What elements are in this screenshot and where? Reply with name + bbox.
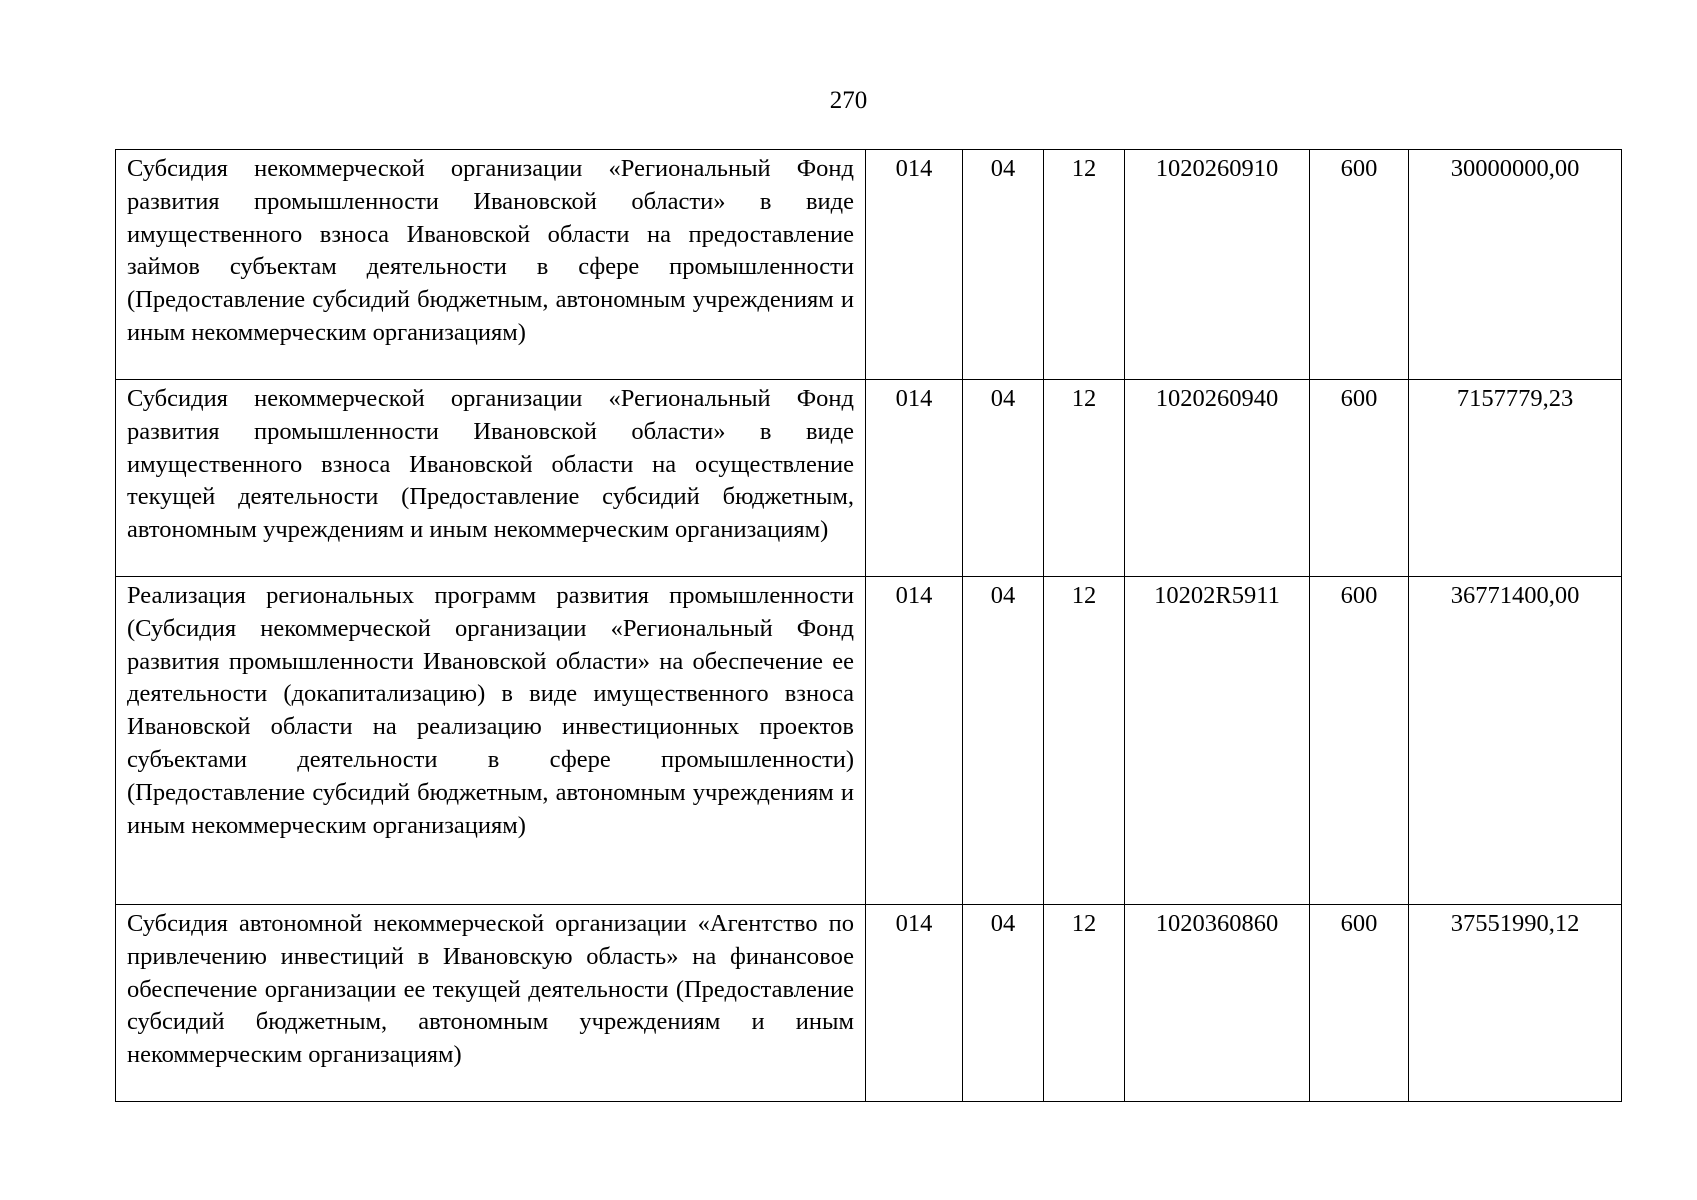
- subsection-code: 12: [1044, 150, 1125, 380]
- expense-type-code: 600: [1310, 905, 1409, 1102]
- section-code: 04: [963, 905, 1044, 1102]
- amount-value: 30000000,00: [1409, 150, 1622, 380]
- table-row: [116, 380, 1622, 577]
- expense-type-code: 600: [1310, 150, 1409, 380]
- table-row: [116, 150, 1622, 380]
- grbs-code: 014: [866, 380, 963, 577]
- expense-type-code: 600: [1310, 577, 1409, 905]
- table-row: [116, 905, 1622, 1102]
- section-code: 04: [963, 150, 1044, 380]
- grbs-code: 014: [866, 150, 963, 380]
- grbs-code: 014: [866, 577, 963, 905]
- expense-type-code: 600: [1310, 380, 1409, 577]
- row-description: Реализация региональных программ развития промышленности (Субсидия некоммерческой организации «Региональный Фонд развития промышленности Ивановской области» на обеспечение ее деятельности (докапитализацию) в виде имущественного взноса Ивановской области на реализацию инвестиционных проектов субъектами деятельности в сфере промышленности) (Предоставление субсидий бюджетным, автономным учреждениям и иным некоммерческим организациям): [116, 577, 866, 905]
- subsection-code: 12: [1044, 380, 1125, 577]
- amount-value: 36771400,00: [1409, 577, 1622, 905]
- page-number: 270: [829, 87, 868, 114]
- row-description: Субсидия некоммерческой организации «Региональный Фонд развития промышленности Ивановской области» в виде имущественного взноса Ивановской области на предоставление займов субъектам деятельности в сфере промышленности (Предоставление субсидий бюджетным, автономным учреждениям и иным некоммерческим организациям): [116, 150, 866, 380]
- target-article-code: 1020260940: [1125, 380, 1310, 577]
- row-description: Субсидия автономной некоммерческой организации «Агентство по привлечению инвестиций в Ивановскую область» на финансовое обеспечение организации ее текущей деятельности (Предоставление субсидий бюджетным, автономным учреждениям и иным некоммерческим организациям): [116, 905, 866, 1102]
- target-article-code: 10202R5911: [1125, 577, 1310, 905]
- amount-value: 37551990,12: [1409, 905, 1622, 1102]
- subsection-code: 12: [1044, 577, 1125, 905]
- row-description: Субсидия некоммерческой организации «Региональный Фонд развития промышленности Ивановской области» в виде имущественного взноса Ивановской области на осуществление текущей деятельности (Предоставление субсидий бюджетным, автономным учреждениям и иным некоммерческим организациям): [116, 380, 866, 577]
- target-article-code: 1020360860: [1125, 905, 1310, 1102]
- section-code: 04: [963, 577, 1044, 905]
- grbs-code: 014: [866, 905, 963, 1102]
- budget-table: [115, 149, 1622, 1102]
- subsection-code: 12: [1044, 905, 1125, 1102]
- table-row: [116, 577, 1622, 905]
- section-code: 04: [963, 380, 1044, 577]
- target-article-code: 1020260910: [1125, 150, 1310, 380]
- amount-value: 7157779,23: [1409, 380, 1622, 577]
